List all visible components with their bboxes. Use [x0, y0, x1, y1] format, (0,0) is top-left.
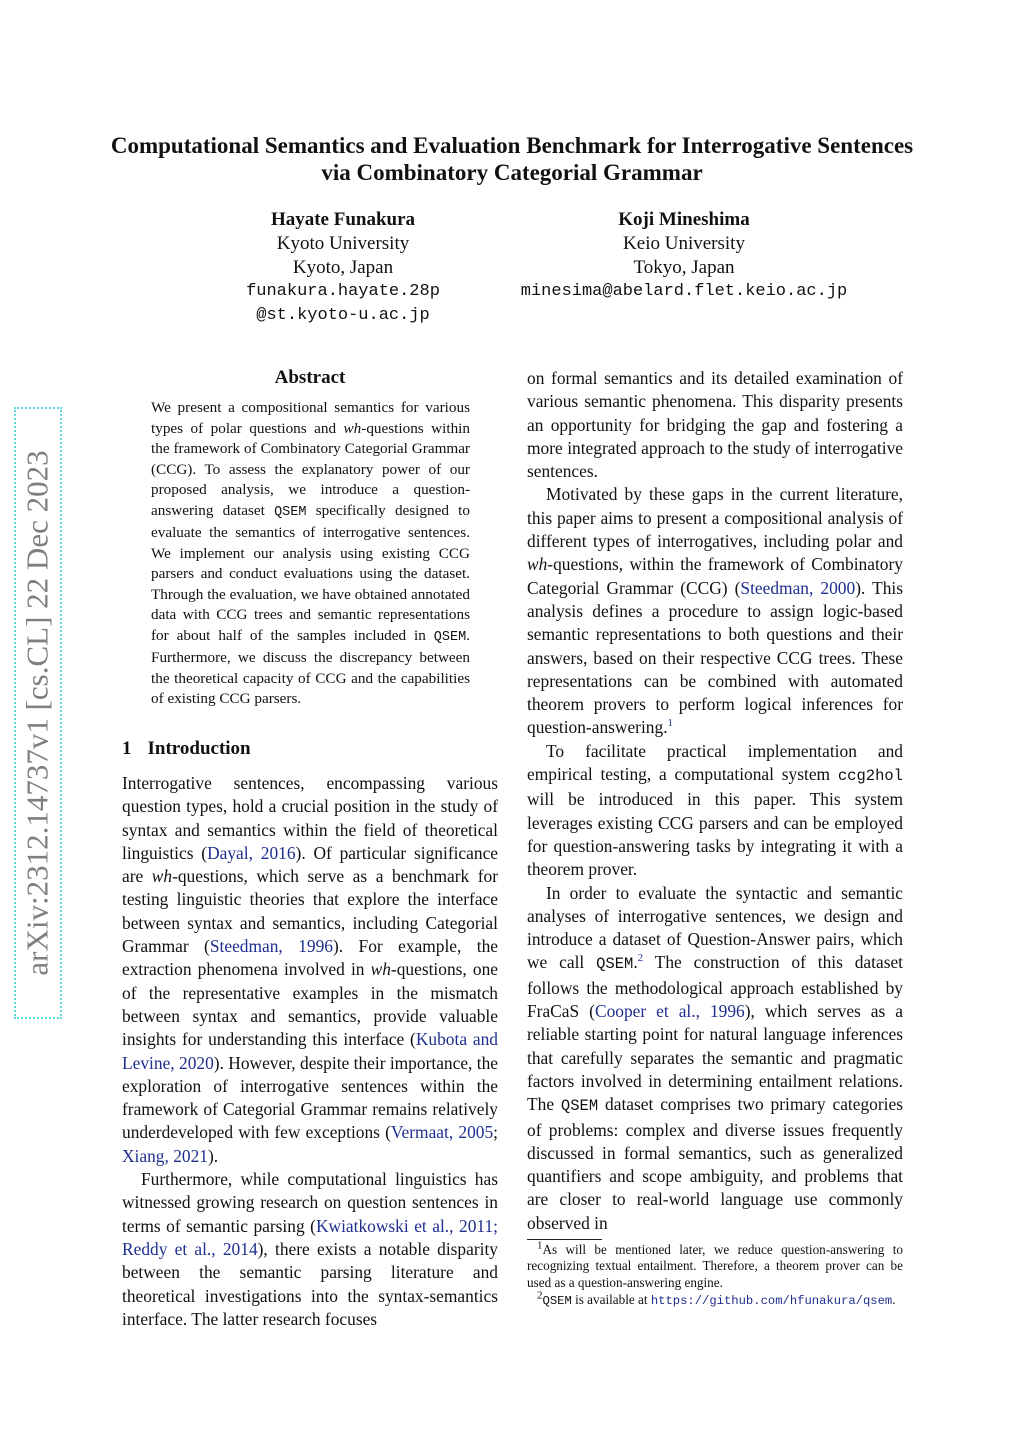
footnotes: [527, 1239, 903, 1311]
author-affiliation: Kyoto University: [276, 233, 410, 254]
cite-sep: ,: [164, 1145, 174, 1166]
paragraph: [527, 740, 903, 882]
author-block-1: [200, 208, 486, 328]
text-run: In order to evaluate the syntactic and semantic analyses of interrogative sentences, we design and introduce a dataset of Question-Answer pairs, which we call: [527, 882, 903, 973]
cite-author: Steedman: [740, 577, 809, 598]
emph: wh: [370, 959, 391, 980]
text-run: ). Of particular significance are: [122, 842, 499, 887]
abstract-text: -questions within the framework of Combinatory Categorial Grammar (CCG). To assess the explanatory power of our proposed analysis, we introduce a question-answering dataset: [151, 419, 470, 519]
cite-sep: ;: [493, 1215, 499, 1236]
arxiv-stamp-text: arXiv:2312.14737v1 [cs.CL] 22 Dec 2023: [20, 450, 55, 976]
cite-year: 2020: [179, 1052, 214, 1073]
dataset-name: QSEM: [274, 504, 307, 520]
system-name: ccg2hol: [837, 767, 903, 786]
cite-author: Steedman: [209, 936, 279, 957]
footnote-text: .: [892, 1292, 896, 1308]
author-location: Tokyo, Japan: [633, 257, 735, 278]
cite-author: Xiang: [122, 1145, 165, 1166]
footnote-marker[interactable]: 2: [637, 952, 644, 965]
abstract-emph: wh: [343, 419, 362, 437]
author-block-2: [500, 208, 868, 304]
dataset-name: QSEM: [560, 1097, 599, 1116]
text-run: -questions, within the framework of Combinatory Categorial Grammar (CCG) (: [527, 554, 903, 598]
footnote-text: As will be mentioned later, we reduce question-answering to recognizing textual entailment. Therefore, a theorem prover can be used as a question-answering engine.: [527, 1242, 903, 1290]
cite-sep: ,: [211, 1238, 223, 1259]
cite-sep: ,: [808, 577, 821, 598]
cite-sep: ,: [248, 842, 261, 863]
cite-sep: ,: [278, 936, 299, 957]
author-email: minesima@abelard.flet.keio.ac.jp: [520, 282, 848, 301]
text-run: Motivated by these gaps in the current literature, this paper aims to present a compositional analysis of different types of interrogatives, including polar and: [527, 484, 903, 552]
text-run: -questions, which serve as a benchmark for testing linguistic theories that explore the interface between syntax and semantics, including Categorial Grammar (: [122, 866, 499, 957]
arxiv-stamp: [14, 407, 62, 1019]
cite-sep: ,: [170, 1052, 179, 1073]
repository-link[interactable]: https://github.com/hfunakura/qsem: [650, 1294, 893, 1309]
abstract-text: . Furthermore, we discuss the discrepancy between the theoretical capacity of CCG and the capabilities of existing CCG parsers.: [151, 626, 470, 707]
footnote-number: 2: [537, 1289, 543, 1302]
cite-author: Dayal: [207, 842, 249, 863]
cite-author: Kwiatkowski et al.: [315, 1215, 450, 1236]
text-run: ).: [208, 1145, 219, 1166]
paragraph: on formal semantics and its detailed examination of various semantic phenomena. This disparity presents an opportunity for bridging the gap and fostering a more integrated approach to the study of interrogative sentences.: [527, 368, 903, 482]
author-location: Kyoto, Japan: [292, 257, 394, 278]
paragraph: [527, 483, 903, 739]
paragraph: [122, 772, 498, 1168]
emph: wh: [527, 554, 548, 575]
paragraph: [122, 1168, 498, 1331]
abstract-heading: Abstract: [274, 367, 346, 388]
dataset-name: QSEM: [433, 629, 467, 645]
section-number: 1: [122, 738, 132, 759]
text-run: dataset comprises two primary categories of problems: complex and diverse issues frequently discussed in formal semantics, such as generalized quantifiers and scope ambiguity, and problems that are closer to real-world language use commonly observed in: [527, 1094, 903, 1233]
text-run: .: [633, 952, 638, 973]
cite-year: 1996: [298, 936, 333, 957]
paper-title: Computational Semantics and Evaluation Benchmark for Interrogative Sentences via Combinatory Categorial Grammar: [110, 133, 914, 185]
cite-year: 1996: [709, 1001, 745, 1022]
abstract-text: We present a compositional semantics for various types of polar questions and: [151, 399, 470, 437]
text-run: ). This analysis defines a procedure to assign logic-based semantic representations to both questions and their answers, based on their respective CCG trees. These representations can be combined with automated theorem provers to perform logical inferences for question-answering.: [527, 577, 903, 738]
cite-sep: ,: [449, 1215, 460, 1236]
author-email: funakura.hayate.28p: [246, 282, 440, 301]
footnote: [527, 1239, 903, 1291]
paragraph: [527, 882, 903, 1235]
cite-year: 2016: [260, 842, 296, 863]
citation-link[interactable]: [207, 843, 295, 863]
cite-year: 2000: [820, 577, 856, 598]
text-run: ), there exists a notable disparity between the semantic parsing literature and theoretical investigations into the syntax-semantics interface. The latter research focuses: [122, 1238, 498, 1329]
dataset-name: QSEM: [542, 1294, 572, 1309]
text-run: ). For example, the extraction phenomena involved in: [122, 936, 498, 980]
cite-author: Cooper et al.: [594, 1001, 696, 1022]
text-run: Interrogative sentences, encompassing various question types, hold a crucial position in the study of syntax and semantics within the field of theoretical linguistics (: [122, 773, 498, 863]
author-affiliation: Keio University: [623, 233, 745, 254]
text-run: Furthermore, while computational linguistics has witnessed growing research on question sentences in terms of semantic parsing (: [122, 1169, 498, 1236]
dataset-name: QSEM: [596, 955, 634, 974]
text-run: ), which serves as a reliable starting point for natural language inferences that carefully separates the semantic and pragmatic factors involved in determining entailment relations. The: [527, 1001, 904, 1115]
cite-author: Kubota and Levine: [122, 1029, 498, 1073]
citation-link[interactable]: [391, 1122, 493, 1142]
emph: wh: [151, 866, 173, 887]
section-heading: [122, 738, 251, 760]
text-run: To facilitate practical implementation and empirical testing, a computational system: [527, 740, 903, 785]
citation-link[interactable]: [740, 578, 855, 598]
section-title: Introduction: [147, 738, 251, 759]
citation-link[interactable]: [595, 1001, 745, 1021]
citation-link[interactable]: [210, 936, 333, 956]
author-name: Hayate Funakura: [270, 209, 416, 230]
cite-sep: ,: [695, 1001, 710, 1022]
abstract-text: specifically designed to evaluate the semantics of interrogative sentences. We implement our analysis using existing CCG parsers and conduct evaluations using the dataset. Through the evaluation, we have obtained annotated data with CCG trees and semantic representations for about half of the samples included in: [151, 501, 470, 644]
footnote-marker[interactable]: 1: [667, 717, 674, 730]
cite-author: Vermaat: [390, 1122, 449, 1143]
footnote: [527, 1289, 903, 1309]
text-run: will be introduced in this paper. This system leverages existing CCG parsers and can be employed for question-answering tasks by integrating it with a theorem prover.: [527, 789, 903, 880]
cite-year: 2021: [173, 1145, 208, 1166]
text-run: The construction of this dataset follows the methodological approach established by FraCaS (: [527, 952, 904, 1022]
author-email-cont: @st.kyoto-u.ac.jp: [256, 306, 430, 325]
text-run: ). However, despite their importance, the exploration of interrogative sentences within the framework of Categorial Grammar remains relatively underdeveloped with few exceptions (: [122, 1052, 498, 1143]
cite-author: Reddy et al.: [122, 1238, 212, 1259]
cite-year: 2005: [458, 1122, 494, 1143]
right-column: [527, 367, 903, 1235]
text-run: -questions, one of the representative examples in the mismatch between syntax and semantics, provide valuable insights for understanding this interface (: [122, 959, 499, 1050]
cite-year: 2011: [459, 1215, 494, 1236]
abstract-body: [151, 398, 470, 710]
cite-sep: ,: [448, 1122, 459, 1143]
text-run: ;: [493, 1122, 498, 1143]
left-column: [122, 772, 498, 1331]
cite-year: 2014: [222, 1238, 258, 1259]
footnote-text: is available at: [571, 1292, 651, 1308]
author-name: Koji Mineshima: [618, 209, 750, 230]
footnote-number: 1: [537, 1239, 543, 1252]
citation-link[interactable]: [122, 1146, 208, 1166]
